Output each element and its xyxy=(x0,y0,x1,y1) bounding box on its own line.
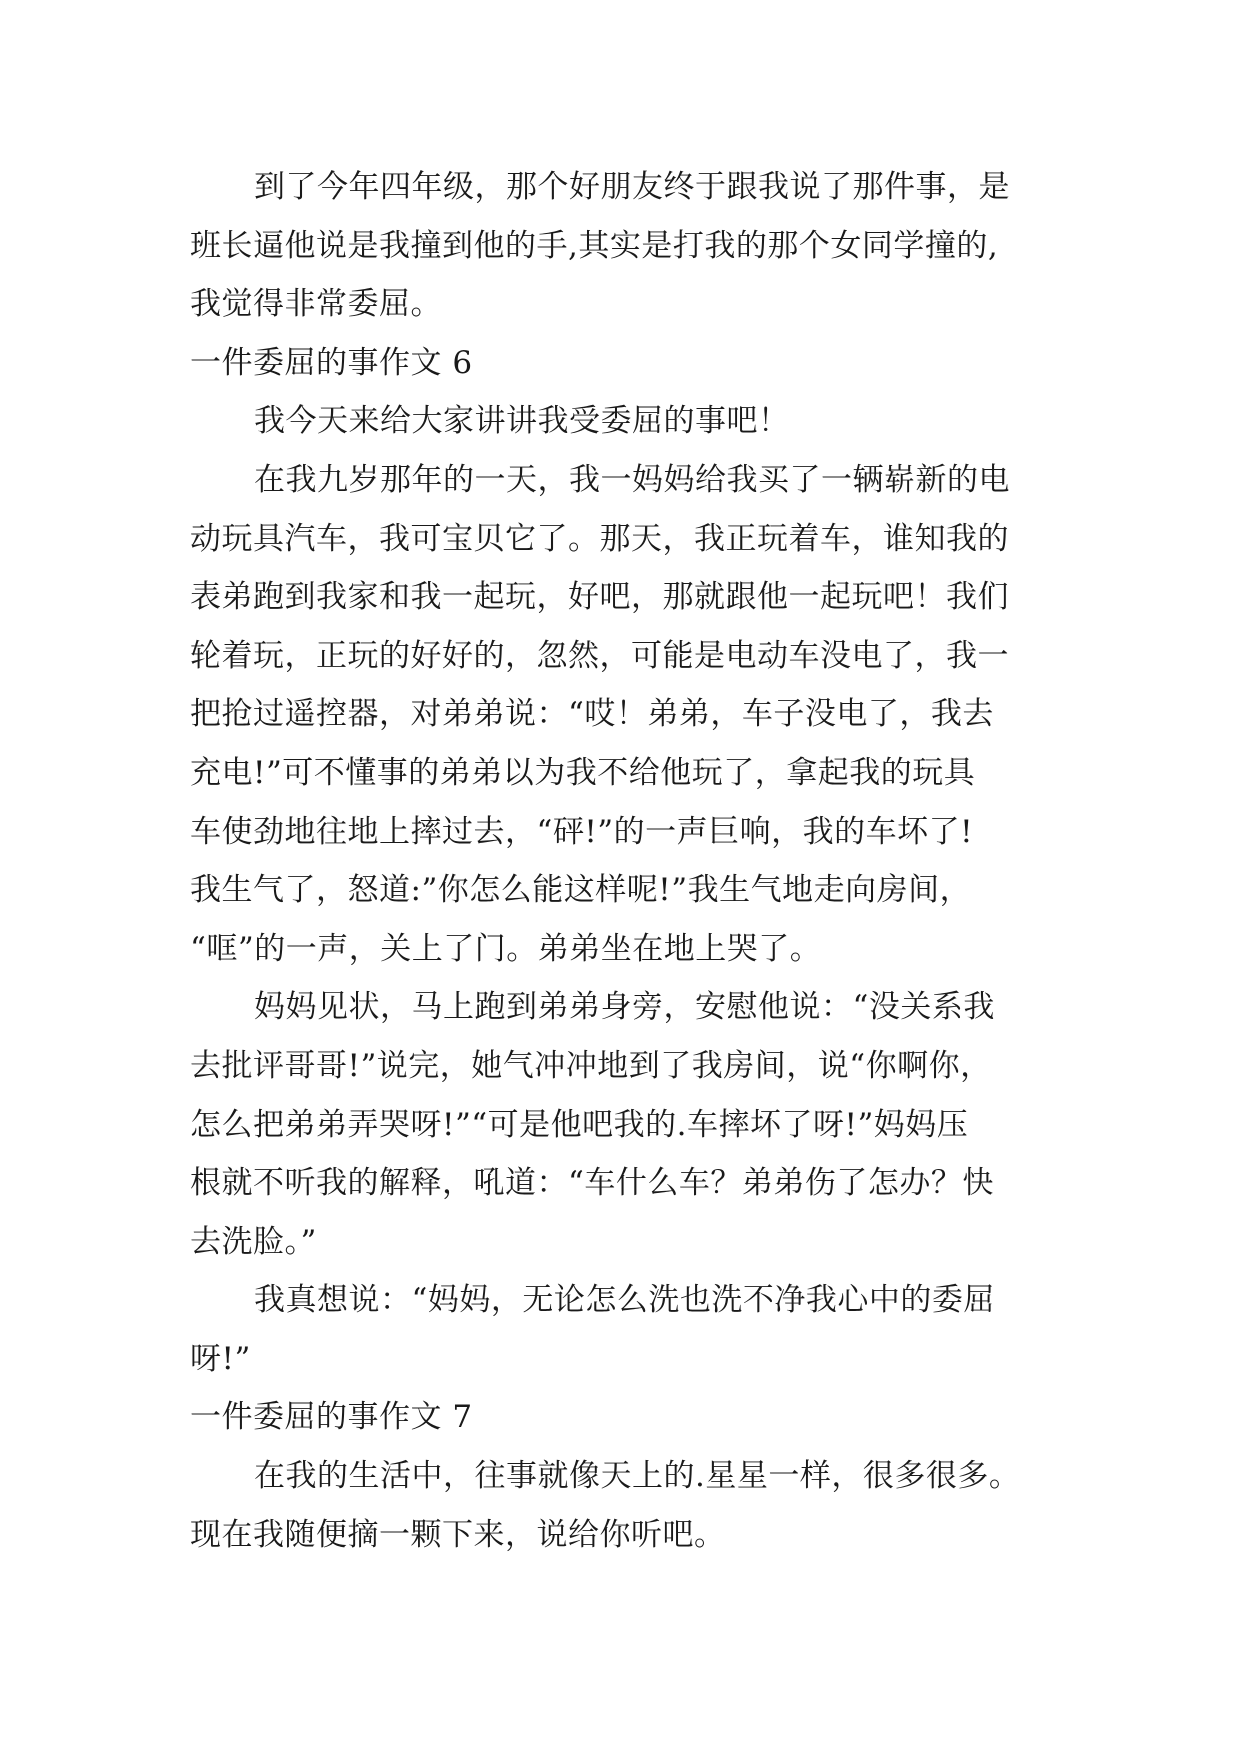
paragraph-line: 去洗脸。” xyxy=(190,1223,317,1260)
paragraph-line: 妈妈见状，马上跑到弟弟身旁，安慰他说：“没关系我 xyxy=(254,989,995,1026)
paragraph-line: 我生气了，怒道:”你怎么能这样呢!”我生气地走向房间， xyxy=(190,872,972,909)
section-heading: 一件委屈的事作文 6 xyxy=(190,344,473,381)
paragraph-line: 怎么把弟弟弄哭呀!”“可是他吧我的.车摔坏了呀!”妈妈压 xyxy=(190,1106,969,1143)
paragraph-line: 动玩具汽车，我可宝贝它了。那天，我正玩着车，谁知我的 xyxy=(190,520,1009,557)
paragraph-line: 车使劲地往地上摔过去，“砰!”的一声巨响，我的车坏了! xyxy=(190,813,974,850)
paragraph-line: 轮着玩，正玩的好好的，忽然，可能是电动车没电了，我一 xyxy=(190,637,1009,674)
paragraph-line: 现在我随便摘一颗下来，说给你听吧。 xyxy=(190,1516,726,1553)
paragraph-line: 呀!” xyxy=(190,1340,251,1377)
section-heading: 一件委屈的事作文 7 xyxy=(190,1399,473,1436)
paragraph-line: 在我九岁那年的一天，我一妈妈给我买了一辆崭新的电 xyxy=(254,461,1010,498)
paragraph-line: 我今天来给大家讲讲我受委屈的事吧！ xyxy=(254,403,790,440)
paragraph-line: 表弟跑到我家和我一起玩，好吧，那就跟他一起玩吧！我们 xyxy=(190,579,1009,616)
paragraph-line: 根就不听我的解释，吼道：“车什么车？弟弟伤了怎办？快 xyxy=(190,1165,994,1202)
paragraph-line: 我觉得非常委屈。 xyxy=(190,286,442,323)
document-body xyxy=(190,158,1080,1564)
paragraph-line: 去批评哥哥!”说完，她气冲冲地到了我房间，说“你啊你， xyxy=(190,1047,992,1084)
paragraph-line: 充电!”可不懂事的弟弟以为我不给他玩了，拿起我的玩具 xyxy=(190,754,976,791)
paragraph-line: 把抢过遥控器，对弟弟说：“哎！弟弟，车子没电了，我去 xyxy=(190,696,994,733)
paragraph-line: 班长逼他说是我撞到他的手,其实是打我的那个女同学撞的, xyxy=(190,227,999,264)
paragraph-line: 到了今年四年级，那个好朋友终于跟我说了那件事，是 xyxy=(254,169,1010,205)
paragraph-line: “哐”的一声，关上了门。弟弟坐在地上哭了。 xyxy=(190,930,822,967)
paragraph-line: 在我的生活中，往事就像天上的.星星一样，很多很多。 xyxy=(254,1458,1021,1495)
paragraph-line: 我真想说：“妈妈，无论怎么洗也洗不净我心中的委屈 xyxy=(254,1282,995,1319)
